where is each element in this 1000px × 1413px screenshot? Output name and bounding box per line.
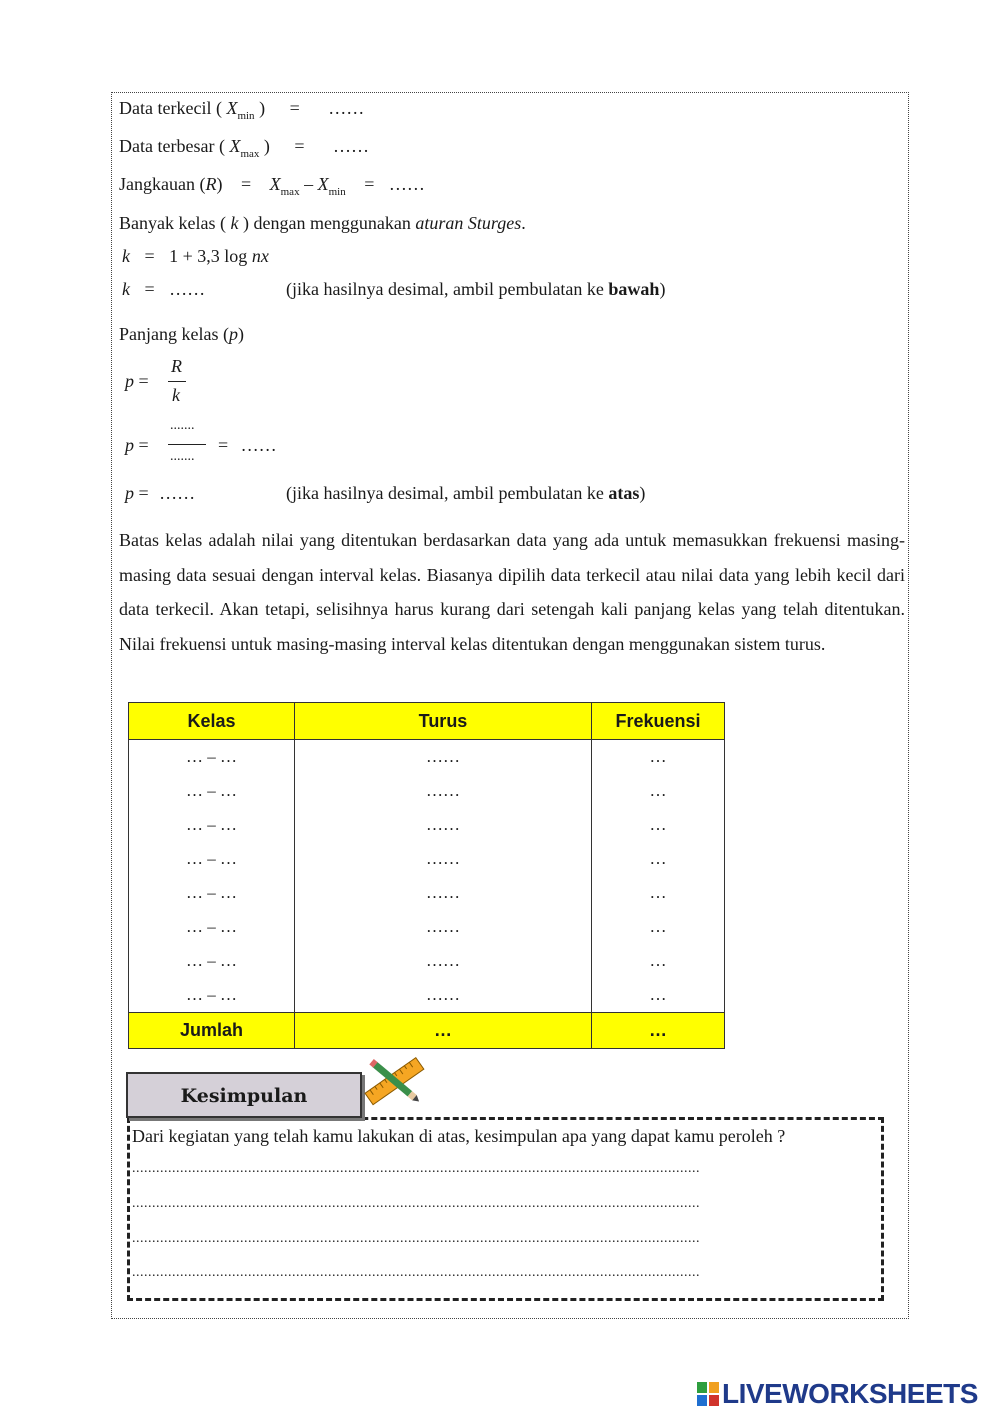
table-row xyxy=(129,842,725,876)
fraction-bar xyxy=(168,381,186,382)
frekuensi-cell[interactable]: … xyxy=(592,876,725,910)
total-turus-cell[interactable]: … xyxy=(295,1013,592,1049)
xmin-var: X xyxy=(226,98,238,118)
p-value-blank[interactable]: …… xyxy=(159,483,196,503)
turus-cell[interactable]: …… xyxy=(295,978,592,1013)
xmin-row: Data terkecil ( $X_{min}$ ) = …… xyxy=(119,98,365,122)
answer-line-2[interactable]: .............................................................................................................................................. xyxy=(132,1196,700,1211)
turus-cell[interactable]: …… xyxy=(295,876,592,910)
p-note: (jika hasilnya desimal, ambil pembulatan ke atas) xyxy=(286,483,646,503)
kelas-cell[interactable]: … – … xyxy=(129,808,295,842)
p-dots-lhs: p = xyxy=(125,435,149,455)
turus-cell[interactable]: …… xyxy=(295,774,592,808)
frekuensi-cell[interactable]: … xyxy=(592,842,725,876)
table-row xyxy=(129,910,725,944)
header-kelas: Kelas xyxy=(129,703,295,740)
k-value-row: k = …… xyxy=(122,279,206,299)
xmin-label: Data terkecil ( xyxy=(119,98,222,118)
p-formula-lhs: p = xyxy=(125,371,149,391)
p-formula-denominator: k xyxy=(172,385,180,405)
panjang-kelas-label: Panjang kelas (p) xyxy=(119,324,244,344)
sturges-formula: k = 1 + 3,3 log nx xyxy=(122,246,269,266)
range-row: Jangkauan $(R) = X_{max} - X_{min}$ = …… xyxy=(119,174,425,198)
frekuensi-cell[interactable]: … xyxy=(592,740,725,775)
p-dots-result: = …… xyxy=(218,435,277,455)
table-row xyxy=(129,944,725,978)
brand-name: LIVEWORKSHEETS xyxy=(722,1378,978,1409)
table-row xyxy=(129,774,725,808)
kelas-cell[interactable]: … – … xyxy=(129,842,295,876)
turus-cell[interactable]: …… xyxy=(295,944,592,978)
table-row xyxy=(129,808,725,842)
frekuensi-cell[interactable]: … xyxy=(592,774,725,808)
k-value-blank[interactable]: …… xyxy=(169,279,206,299)
turus-cell[interactable]: …… xyxy=(295,740,592,775)
total-row xyxy=(129,1013,725,1049)
header-turus: Turus xyxy=(295,703,592,740)
kesimpulan-title: Kesimpulan xyxy=(126,1072,362,1118)
turus-cell[interactable]: …… xyxy=(295,842,592,876)
turus-cell[interactable]: …… xyxy=(295,808,592,842)
xmin-sub: min xyxy=(237,110,255,122)
frekuensi-cell[interactable]: … xyxy=(592,808,725,842)
answer-line-1[interactable]: .............................................................................................................................................. xyxy=(132,1161,700,1176)
batas-kelas-paragraph: Batas kelas adalah nilai yang ditentukan berdasarkan data yang ada untuk memasukkan frekuensi masing-masing data sesuai dengan interval kelas. Biasanya dipilih data terkecil atau nilai data yang lebih kecil dari data terkecil. Akan tetapi, selisihnya harus kurang dari setengah kali panjang kelas yang telah ditentukan. Nilai frekuensi untuk masing-masing interval kelas ditentukan dengan menggunakan sistem turus. xyxy=(119,530,905,654)
answer-line-4[interactable]: .............................................................................................................................................. xyxy=(132,1265,700,1280)
p-value-row: p = …… xyxy=(125,483,196,503)
xmax-value-blank[interactable]: …… xyxy=(333,136,370,156)
kelas-cell[interactable]: … – … xyxy=(129,910,295,944)
p-dots-value-blank[interactable]: …… xyxy=(240,435,277,455)
liveworksheets-logo xyxy=(697,1378,978,1410)
p-dots-denominator[interactable]: ....... xyxy=(170,449,195,464)
p-formula-numerator: R xyxy=(171,356,182,376)
kelas-cell[interactable]: … – … xyxy=(129,876,295,910)
table-row xyxy=(129,876,725,910)
range-value-blank[interactable]: …… xyxy=(388,174,425,194)
frequency-table xyxy=(128,702,725,1049)
frekuensi-cell[interactable]: … xyxy=(592,944,725,978)
ruler-pencil-icon xyxy=(360,1056,430,1108)
kelas-cell[interactable]: … – … xyxy=(129,740,295,775)
xmin-value-blank[interactable]: …… xyxy=(328,98,365,118)
kelas-cell[interactable]: … – … xyxy=(129,774,295,808)
p-dots-numerator[interactable]: ....... xyxy=(170,418,195,433)
total-frekuensi-cell[interactable]: … xyxy=(592,1013,725,1049)
kesimpulan-question: Dari kegiatan yang telah kamu lakukan di atas, kesimpulan apa yang dapat kamu peroleh ? xyxy=(132,1126,786,1146)
fraction-bar xyxy=(168,444,206,445)
kelas-cell[interactable]: … – … xyxy=(129,944,295,978)
range-label: Jangkauan ( xyxy=(119,174,206,194)
total-label: Jumlah xyxy=(129,1013,295,1049)
turus-cell[interactable]: …… xyxy=(295,910,592,944)
frekuensi-cell[interactable]: … xyxy=(592,978,725,1013)
frekuensi-cell[interactable]: … xyxy=(592,910,725,944)
xmax-row: Data terbesar ( $X_{max}$ ) = …… xyxy=(119,136,370,160)
kelas-cell[interactable]: … – … xyxy=(129,978,295,1013)
table-row xyxy=(129,740,725,775)
answer-line-3[interactable]: .............................................................................................................................................. xyxy=(132,1231,700,1246)
liveworksheets-logo-icon xyxy=(697,1382,719,1406)
table-row xyxy=(129,978,725,1013)
sturges-intro: Banyak kelas ( k ) dengan menggunakan aturan Sturges. xyxy=(119,213,526,233)
k-note: (jika hasilnya desimal, ambil pembulatan ke bawah) xyxy=(286,279,666,299)
header-frekuensi: Frekuensi xyxy=(592,703,725,740)
xmax-label: Data terbesar ( xyxy=(119,136,225,156)
